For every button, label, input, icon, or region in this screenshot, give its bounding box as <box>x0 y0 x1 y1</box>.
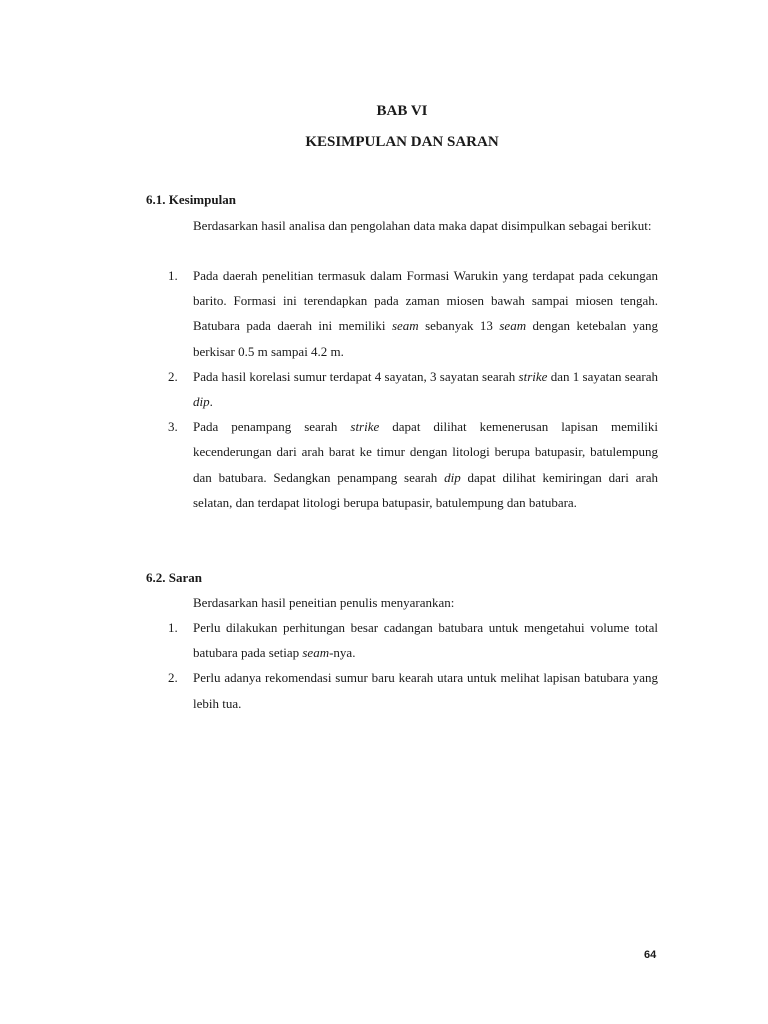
section-heading-kesimpulan: 6.1. Kesimpulan <box>146 192 236 207</box>
list-item-number: 1. <box>168 268 178 283</box>
list-item-text: Pada penampang searah <box>193 419 351 435</box>
chapter-label: BAB VI <box>376 103 428 119</box>
list-item-number: 2. <box>168 670 178 686</box>
chapter-title: KESIMPULAN DAN SARAN <box>305 134 499 150</box>
italic-term: dip <box>444 469 461 485</box>
section-heading-saran: 6.2. Saran <box>146 570 202 585</box>
list-item-text: Perlu dilakukan perhitungan besar cadangan batubara untuk mengetahui volume total batubara pada setiap <box>193 620 658 661</box>
list-item-text: Pada daerah penelitian termasuk dalam Formasi Warukin yang terdapat pada cekungan barito. Formasi ini terendapkan pada zaman miosen bawah sampai miosen tengah. Batubara pada daerah ini memiliki <box>193 268 658 334</box>
saran-intro: Berdasarkan hasil peneitian penulis menyarankan: <box>193 595 455 610</box>
italic-term: dip <box>193 394 210 410</box>
list-item <box>146 665 658 715</box>
list-item <box>146 615 658 665</box>
kesimpulan-list <box>146 263 658 515</box>
list-item <box>146 364 658 414</box>
list-item-number: 3. <box>168 419 178 435</box>
list-item-text: dapat dilihat kemiringan dari arah selatan, dan terdapat litologi berupa batupasir, batulempung dan batubara. <box>193 469 658 510</box>
list-item-text: dapat dilihat kemenerusan lapisan memiliki kecenderungan dari arah barat ke timur dengan litologi berupa batupasir, batulempung dan batubara. Sedangkan penampang searah <box>193 419 658 485</box>
list-item-number: 1. <box>168 620 178 635</box>
list-item-number: 2. <box>168 368 178 384</box>
italic-term: seam <box>499 318 527 334</box>
list-item <box>146 414 658 515</box>
italic-term: strike <box>350 419 380 435</box>
saran-list <box>146 615 658 716</box>
list-item-text: . <box>209 394 213 410</box>
list-item-text: Perlu adanya rekomendasi sumur baru kearah utara untuk melihat lapisan batubara yang lebih tua. <box>193 670 658 711</box>
list-item-text: dan 1 sayatan searah <box>547 368 659 384</box>
list-item-text: -nya. <box>329 645 356 661</box>
italic-term: strike <box>518 368 548 384</box>
italic-term: seam <box>391 318 419 334</box>
kesimpulan-intro: Berdasarkan hasil analisa dan pengolahan data maka dapat disimpulkan sebagai berikut: <box>193 218 652 233</box>
list-item <box>146 263 658 364</box>
list-item-text: sebanyak 13 <box>418 318 500 334</box>
list-item-text: Pada hasil korelasi sumur terdapat 4 sayatan, 3 sayatan searah <box>193 368 519 384</box>
italic-term: seam <box>302 645 330 661</box>
page-number: 64 <box>644 949 657 961</box>
list-item-text: dengan ketebalan yang berkisar 0.5 m sampai 4.2 m. <box>193 318 659 359</box>
